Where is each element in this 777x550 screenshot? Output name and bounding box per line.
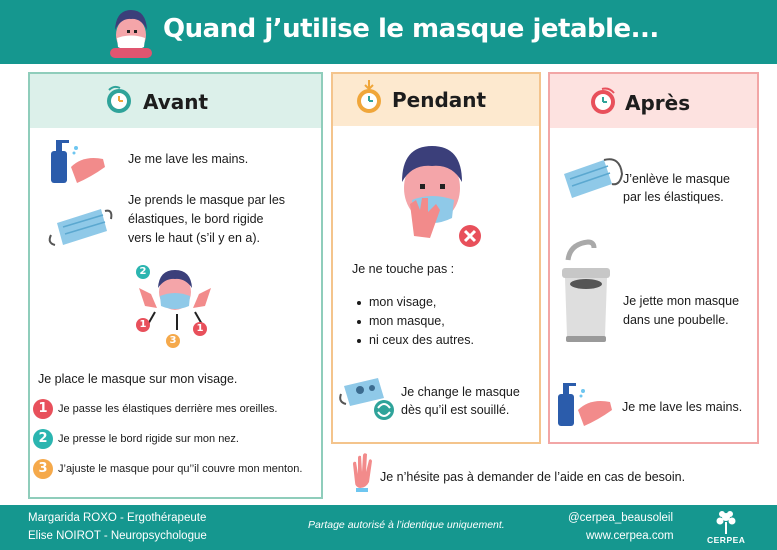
no-touch-item-2: mon masque,: [369, 314, 445, 328]
step-3-badge: 3: [33, 459, 53, 479]
bullet: [357, 320, 361, 324]
step-2-badge: 2: [33, 429, 53, 449]
place-mask-text: Je place le masque sur mon visage.: [38, 372, 238, 386]
website-link[interactable]: www.cerpea.com: [586, 530, 674, 542]
raised-hand-icon: [350, 452, 374, 494]
step-1-text: Je passe les élastiques derrière mes oreilles.: [58, 403, 278, 415]
step-2-text: Je presse le bord rigide sur mon nez.: [58, 433, 239, 445]
panel-apres-title: Après: [625, 91, 691, 115]
bullet: [357, 339, 361, 343]
logo-text: CERPEA: [707, 535, 746, 545]
wash-hands-text: Je me lave les mains.: [128, 152, 249, 166]
social-handle[interactable]: @cerpea_beausoleil: [568, 512, 674, 524]
clock-icon: [354, 78, 384, 116]
panel-avant-title: Avant: [143, 90, 209, 114]
change-mask-line1: Je change le masque: [401, 385, 520, 399]
trash-bin-icon: [558, 238, 614, 344]
bullet: [357, 301, 361, 305]
panel-pendant-title: Pendant: [392, 88, 487, 112]
clock-icon: [588, 86, 618, 116]
clock-icon: [104, 85, 134, 115]
help-text: Je n’hésite pas à demander de l’aide en cas de besoin.: [380, 470, 686, 484]
marker-1-right: 1: [193, 322, 207, 336]
no-touch-item-1: mon visage,: [369, 295, 437, 309]
remove-mask-line1: J’enlève le masque: [623, 172, 731, 186]
masked-face-icon: [108, 4, 154, 58]
step-1-badge: 1: [33, 399, 53, 419]
soiled-mask-change-icon: [338, 374, 400, 422]
surgical-mask-icon: [560, 154, 626, 206]
author-1: Margarida ROXO - Ergothérapeute: [28, 512, 207, 524]
throw-mask-line1: Je jette mon masque: [623, 294, 740, 308]
wash-hands-after-text: Je me lave les mains.: [622, 400, 743, 414]
page-title: Quand j’utilise le masque jetable...: [163, 14, 659, 44]
step-3-text: J’ajuste le masque pour qu’’il couvre mon menton.: [58, 463, 303, 475]
author-2: Elise NOIROT - Neuropsychologue: [28, 530, 207, 542]
marker-1-left: 1: [136, 318, 150, 332]
license-text: Partage autorisé à l’identique uniquement.: [308, 519, 505, 531]
no-touch-item-3: ni ceux des autres.: [369, 333, 474, 347]
tree-icon: [712, 508, 740, 536]
soap-hands-icon: [554, 380, 616, 428]
face-touching-mask-illustration: [386, 138, 486, 250]
soap-hands-icon: [47, 137, 109, 185]
marker-2: 2: [136, 265, 150, 279]
change-mask-line2: dès qu’il est souillé.: [401, 403, 510, 417]
remove-mask-line2: par les élastiques.: [623, 190, 724, 204]
no-touch-text: Je ne touche pas :: [352, 262, 455, 276]
take-mask-line1: Je prends le masque par les: [128, 193, 286, 207]
surgical-mask-icon: [45, 205, 115, 247]
throw-mask-line2: dans une poubelle.: [623, 313, 729, 327]
take-mask-line3: vers le haut (s’il y en a).: [128, 231, 260, 245]
marker-3: 3: [166, 334, 180, 348]
take-mask-line2: élastiques, le bord rigide: [128, 212, 264, 226]
